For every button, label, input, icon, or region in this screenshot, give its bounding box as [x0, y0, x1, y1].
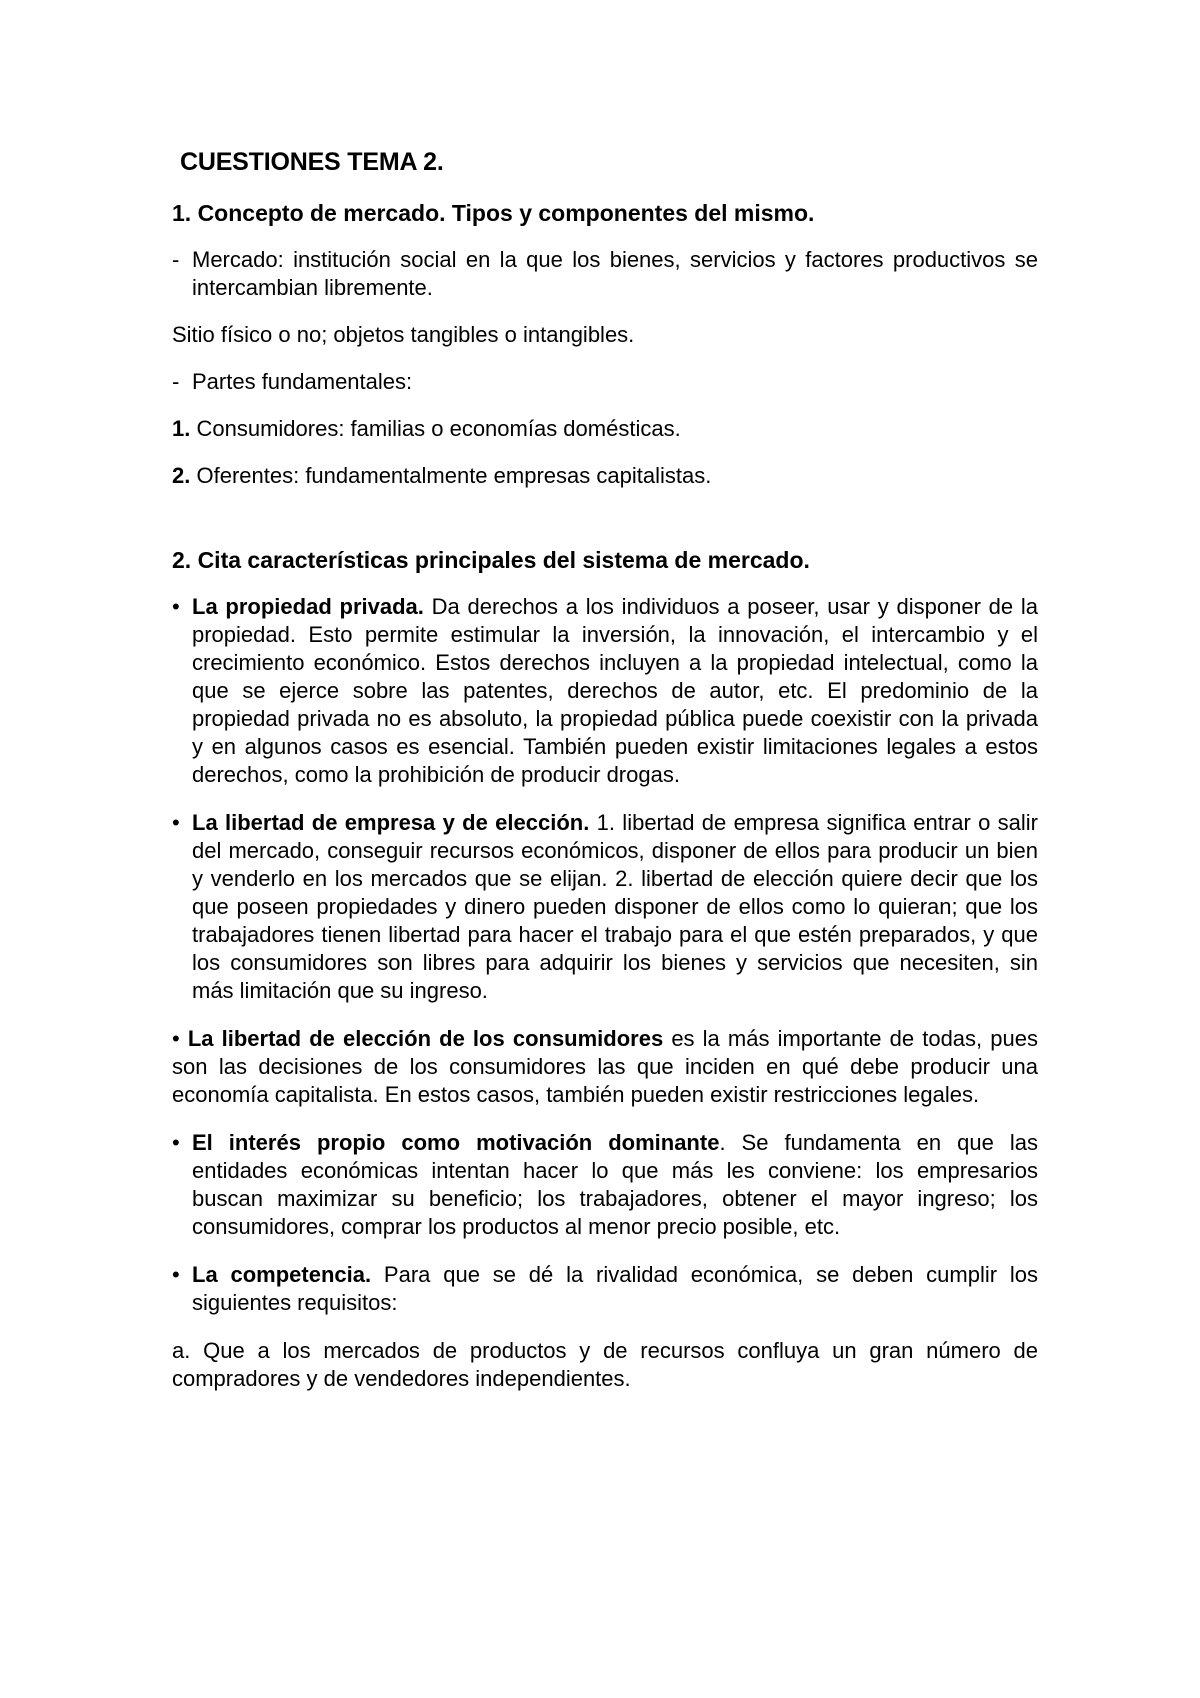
item-number: 1.: [172, 416, 191, 441]
bullet-libertad-empresa: [172, 809, 1038, 1005]
bullet-bold-text: La propiedad privada.: [192, 594, 424, 619]
bullet-marker: •: [172, 594, 180, 619]
bullet-marker: •: [172, 810, 180, 835]
bullet-bold-text: La libertad de elección de los consumidores: [187, 1026, 664, 1051]
question-2-heading: 2. Cita características principales del sistema de mercado.: [172, 547, 810, 573]
definition-text: Mercado: institución social en la que los bienes, servicios y factores productivos se intercambian libremente.: [192, 247, 1038, 300]
document-title: CUESTIONES TEMA 2.: [180, 148, 444, 176]
document-body: [172, 148, 1038, 1412]
item-number: 2.: [172, 463, 191, 488]
bullet-interes-propio: [172, 1129, 1038, 1241]
bullet-text: Para que se dé la rivalidad económica, se deben cumplir los siguientes requisitos:: [192, 1262, 1039, 1315]
bullet-text: Da derechos a los individuos a poseer, usar y disponer de la propiedad. Esto permite estimular la inversión, la innovación, el intercambio y el crecimiento económico. Estos derechos incluyen a la propiedad intelectual, como la que se ejerce sobre las patentes, derechos de autor, etc. El predominio de la propiedad privada no es absoluto, la propiedad pública puede coexistir con la privada y en algunos casos es esencial. También pueden existir limitaciones legales a estos derechos, como la prohibición de producir drogas.: [192, 594, 1039, 787]
bullet-marker: •: [172, 1026, 180, 1051]
partes-text: Partes fundamentales:: [192, 369, 413, 394]
partes-fundamentales: [172, 368, 1038, 396]
bullet-text: . Se fundamenta en que las entidades económicas intentan hacer lo que más les conviene: los empresarios buscan maximizar su beneficio; los trabajadores, obtener el mayor ingreso; los consumidores, comprar los productos al menor precio posible, etc.: [192, 1130, 1038, 1239]
bullet-text: 1. libertad de empresa significa entrar o salir del mercado, conseguir recursos económicos, disponer de ellos para producir un bien y venderlo en los mercados que se elijan. 2. libertad de elección quiere decir que los que poseen propiedades y dinero pueden disponer de ellos como lo quieran; que los trabajadores tienen libertad para hacer el trabajo para el que estén preparados, y que los consumidores son libres para adquirir los bienes y servicios que necesiten, sin más limitación que su ingreso.: [192, 810, 1038, 1003]
item-text: Oferentes: fundamentalmente empresas capitalistas.: [196, 463, 712, 488]
paragraph-sitio: Sitio físico o no; objetos tangibles o intangibles.: [172, 322, 635, 347]
bullet-text: es la más importante de todas, pues son las decisiones de los consumidores las que inciden en qué debe producir una economía capitalista. En estos casos, también pueden existir restricciones legales.: [172, 1026, 1038, 1107]
dash-marker: -: [172, 247, 180, 272]
bullet-libertad-consumidores: [172, 1025, 1038, 1109]
dash-marker: -: [172, 369, 180, 394]
bullet-propiedad-privada: [172, 593, 1038, 789]
numbered-item-1: [172, 415, 1038, 443]
bullet-bold-text: El interés propio como motivación dominante: [192, 1130, 720, 1155]
question-1-heading: 1. Concepto de mercado. Tipos y componentes del mismo.: [172, 200, 815, 226]
bullet-bold-text: La libertad de empresa y de elección.: [192, 810, 590, 835]
bullet-marker: •: [172, 1262, 180, 1287]
bullet-bold-text: La competencia.: [192, 1262, 372, 1287]
item-text: Consumidores: familias o economías domésticas.: [196, 416, 681, 441]
bullet-competencia: [172, 1261, 1038, 1317]
definition-mercado: [172, 246, 1038, 302]
bullet-marker: •: [172, 1130, 180, 1155]
numbered-item-2: [172, 462, 1038, 490]
requirement-a: a. Que a los mercados de productos y de recursos confluya un gran número de compradores y de vendedores independientes.: [172, 1338, 1038, 1391]
